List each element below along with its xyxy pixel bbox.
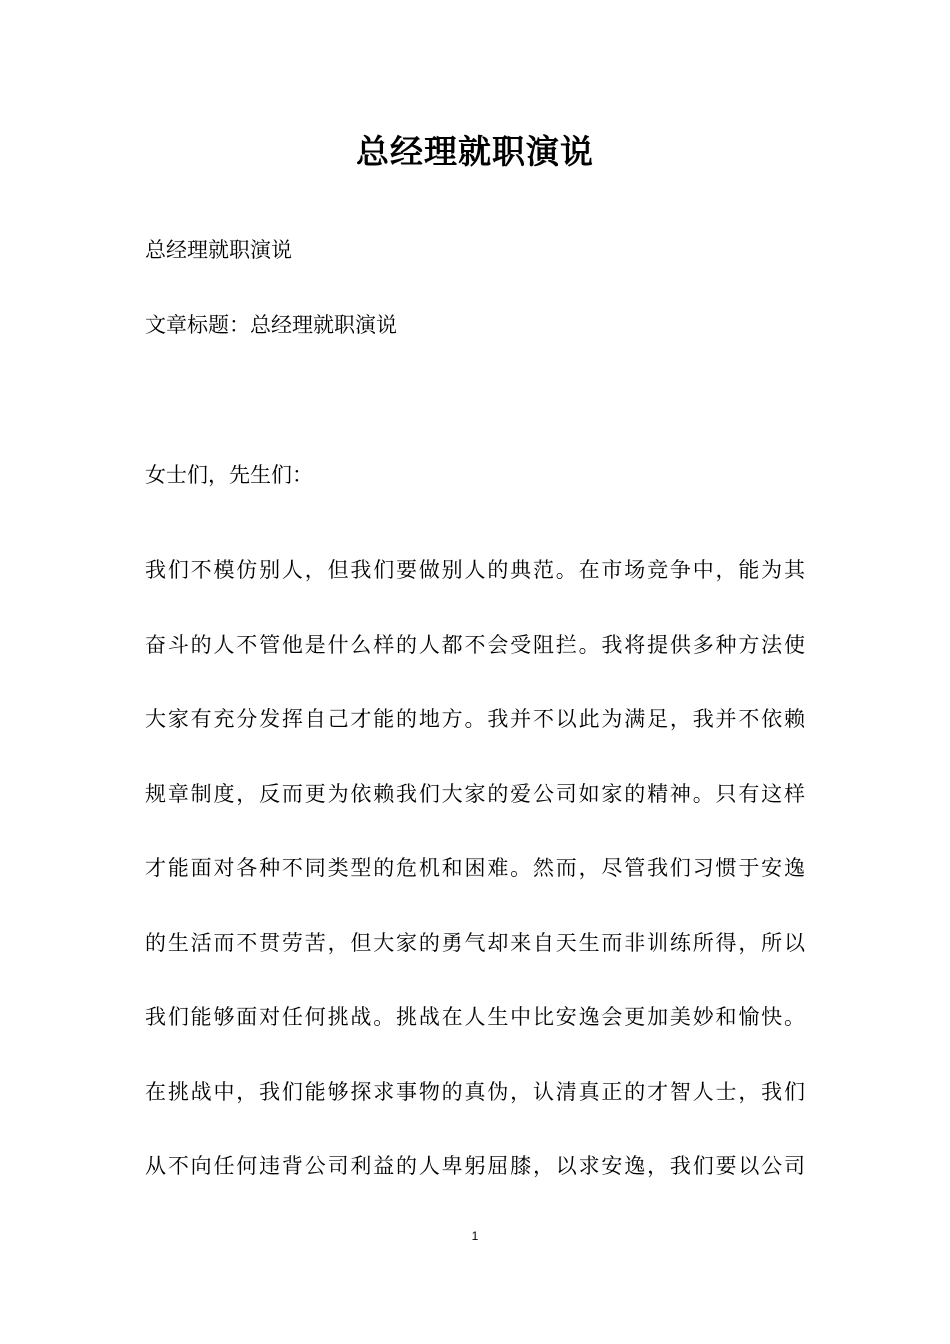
page-number: 1	[471, 1229, 479, 1243]
article-title-line: 文章标题：总经理就职演说	[145, 313, 397, 337]
salutation-line: 女士们，先生们：	[145, 463, 313, 487]
body-line: 的生活而不贯劳苦，但大家的勇气却来自天生而非训练所得，所以	[145, 930, 805, 955]
body-line: 奋斗的人不管他是什么样的人都不会受阻拦。我将提供多种方法使	[145, 632, 805, 657]
body-line: 大家有充分发挥自己才能的地方。我并不以此为满足，我并不依赖	[145, 707, 805, 731]
body-line: 才能面对各种不同类型的危机和困难。然而，尽管我们习惯于安逸	[145, 856, 805, 880]
body-line: 我们不模仿别人，但我们要做别人的典范。在市场竞争中，能为其	[145, 558, 805, 582]
body-line: 规章制度，反而更为依赖我们大家的爱公司如家的精神。只有这样	[145, 781, 805, 806]
body-line: 我们能够面对任何挑战。挑战在人生中比安逸会更加美妙和愉快。	[145, 1005, 805, 1029]
subtitle-line: 总经理就职演说	[145, 238, 292, 262]
body-line: 在挑战中，我们能够探求事物的真伪，认清真正的才智人士，我们	[145, 1079, 805, 1104]
body-paragraph	[145, 533, 805, 1204]
body-line: 从不向任何违背公司利益的人卑躬屈膝，以求安逸，我们要以公司	[145, 1154, 805, 1178]
document-title: 总经理就职演说	[356, 132, 594, 171]
